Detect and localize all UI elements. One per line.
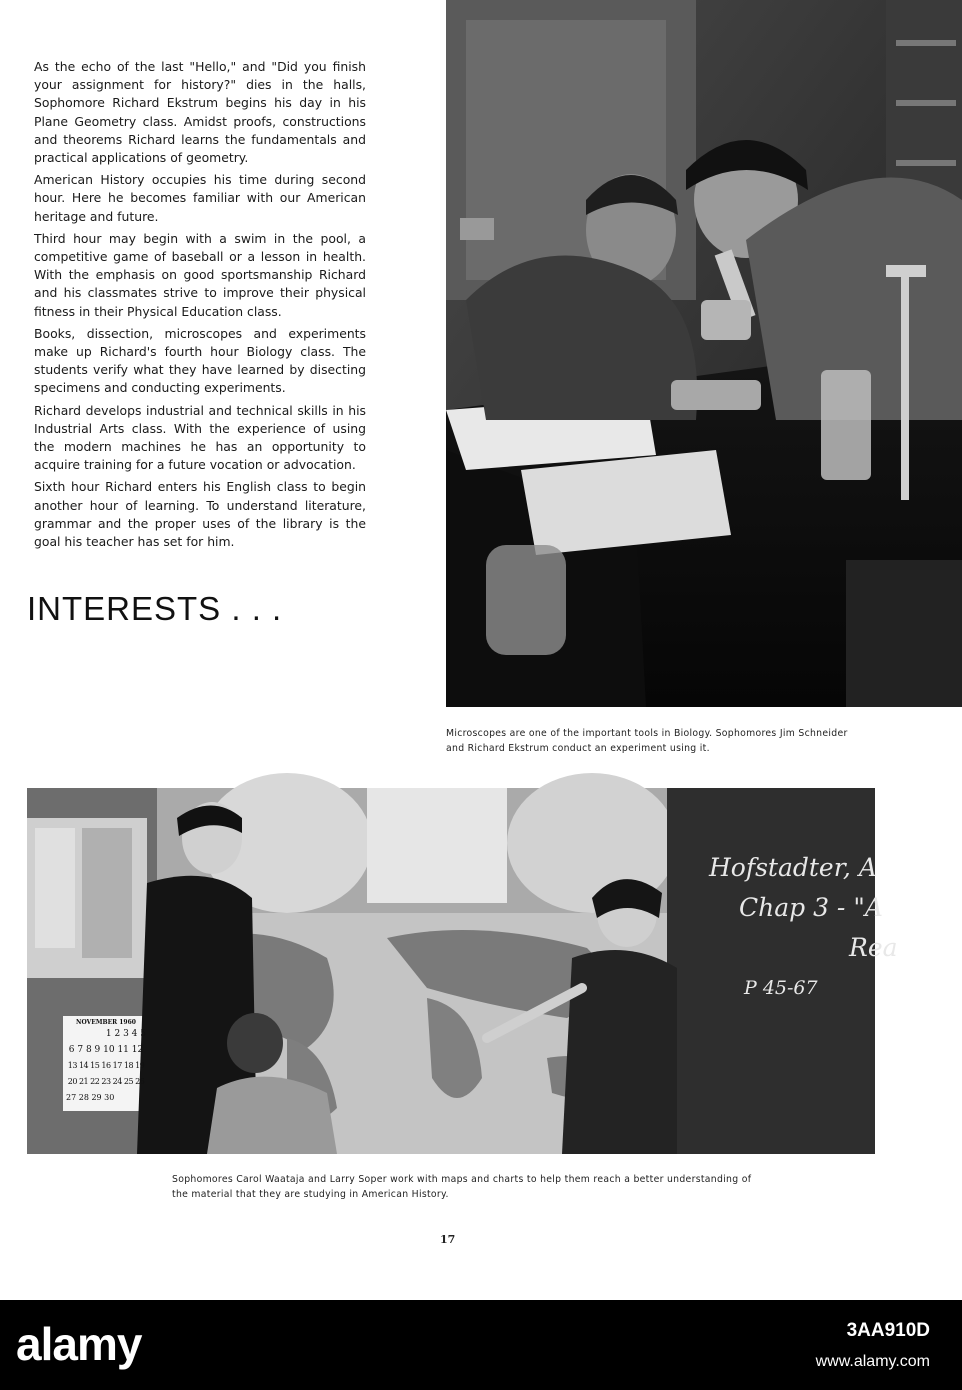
paragraph-physical-education: Third hour may begin with a swim in the pool, a competitive game of baseball or a lesson in health. With the emphasis on good sportsmanship Richard and his classmates strive to improve their physical fitness in their Physical Education class.	[34, 230, 366, 319]
paragraph-biology: Books, dissection, microscopes and experiments make up Richard's fourth hour Biology class. The students verify what they have learned by disecting specimens and conducting experiments.	[34, 325, 366, 396]
article-body	[34, 58, 366, 555]
calendar-month: NOVEMBER 1960	[76, 1019, 136, 1026]
paragraph-industrial-arts: Richard develops industrial and technical skills in his Industrial Arts class. With the experience of using the modern machines he has an opportunity to acquire training for a future vocation or advocation.	[34, 402, 366, 473]
history-photo-caption: Sophomores Carol Waataja and Larry Soper work with maps and charts to help them reach a better understanding of the material that they are studying in American History.	[172, 1174, 752, 1200]
paragraph-english: Sixth hour Richard enters his English class to begin another hour of learning. To understand literature, grammar and the proper uses of the library is the goal his teacher has set for him.	[34, 479, 366, 550]
history-map-photo	[27, 788, 898, 1154]
watermark-footer	[0, 1300, 962, 1390]
watermark-logo: alamy	[16, 1318, 142, 1370]
page-number: 17	[440, 1233, 456, 1246]
paragraph-geometry: As the echo of the last "Hello," and "Did you finish your assignment for history?" dies in the halls, Sophomore Richard Ekstrum begins his day in his Plane Geometry class. Amidst proofs, constructions and theorems Richard learns the fundamentals and practical applications of geometry.	[34, 59, 366, 166]
calendar-week-4: 20 21 22 23 24 25 26	[67, 1077, 145, 1086]
watermark-url: www.alamy.com	[815, 1353, 930, 1370]
section-heading: INTERESTS . . .	[27, 590, 283, 627]
wall-calendar	[63, 1016, 149, 1111]
calendar-week-1: 1 2 3 4 5	[105, 1029, 146, 1039]
calendar-week-2: 6 7 8 9 10 11 12	[68, 1045, 144, 1055]
biology-photo-caption: Microscopes are one of the important tools in Biology. Sophomores Jim Schneider and Richard Ekstrum conduct an experiment using it.	[446, 728, 848, 754]
chalkboard-writing	[699, 848, 898, 1008]
chalkboard-line-pages: P 45-67	[744, 977, 818, 999]
image-id: 3AA910D	[846, 1320, 930, 1341]
chalkboard-line-author: Hofstadter, A	[709, 853, 877, 882]
biology-lab-photo	[446, 0, 962, 707]
calendar-week-3: 13 14 15 16 17 18 19	[67, 1061, 145, 1070]
paragraph-history: American History occupies his time during second hour. Here he becomes familiar with our American heritage and future.	[34, 172, 366, 224]
chalkboard-line-reading: Rea	[849, 933, 898, 962]
biology-lab-scene	[446, 0, 962, 707]
chalkboard-line-chapter: Chap 3 - "A	[739, 893, 883, 922]
calendar-week-5: 27 28 29 30	[66, 1093, 115, 1102]
